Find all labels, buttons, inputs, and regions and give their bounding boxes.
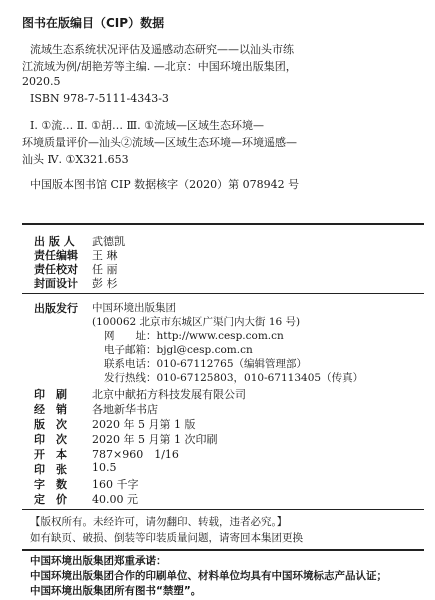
spec-value-sheets: 10.5 — [92, 461, 117, 474]
quality-notice: 如有缺页、破损、倒装等印装质量问题，请寄回本集团更换 — [30, 532, 303, 544]
staff-value-proofreader: 任 丽 — [92, 263, 118, 276]
spec-value-edition: 2020 年 5 月第 1 版 — [92, 418, 196, 431]
divider-staff — [22, 293, 424, 294]
cip-line-1: 流域生态系统状况评估及遥感动态研究——以汕头市练 — [30, 43, 294, 56]
statement-heading: 中国环境出版集团郑重承诺： — [30, 555, 167, 567]
publisher-phone-distribution: 发行热线：010-67125803，010-67113405（传真） — [104, 372, 364, 384]
spec-value-printing: 2020 年 5 月第 1 次印刷 — [92, 433, 218, 446]
publisher-website: 网 址：http://www.cesp.com.cn — [104, 330, 284, 342]
staff-label-publisher: 出 版 人 — [34, 235, 75, 248]
staff-value-publisher: 武德凯 — [92, 235, 125, 248]
cip-line-3: 2020.5 — [22, 75, 61, 88]
divider-top — [22, 223, 424, 225]
spec-label-printer: 印 刷 — [34, 388, 67, 401]
spec-value-printer: 北京中献拓方科技发展有限公司 — [92, 388, 246, 401]
staff-value-cover-design: 彭 杉 — [92, 277, 118, 290]
spec-label-printing: 印 次 — [34, 433, 67, 446]
spec-value-word-count: 160 千字 — [92, 478, 139, 491]
spec-label-price: 定 价 — [34, 493, 67, 506]
publisher-phone-editorial: 联系电话：010-67112765（编辑管理部） — [104, 358, 308, 370]
publisher-email: 电子邮箱：bjgl@cesp.com.cn — [104, 344, 253, 356]
publisher-address: (100062 北京市东城区广渠门内大街 16 号) — [92, 316, 301, 328]
staff-label-proofreader: 责任校对 — [34, 263, 78, 276]
divider-specs — [22, 509, 424, 510]
cip-class-line-1: Ⅰ. ①流… Ⅱ. ①胡… Ⅲ. ①流域—区域生态环境— — [30, 119, 264, 132]
cip-library-line: 中国版本图书馆 CIP 数据核字（2020）第 078942 号 — [30, 178, 300, 191]
statement-line-2: 中国环境出版集团所有图书“禁塑”。 — [30, 585, 202, 597]
cip-class-line-3: 汕头 Ⅳ. ①X321.653 — [22, 153, 129, 166]
spec-value-price: 40.00 元 — [92, 493, 138, 506]
spec-value-format: 787×960 1/16 — [92, 448, 179, 461]
cip-class-line-2: 环境质量评价—汕头②流域—区域生态环境—环境遥感— — [22, 136, 297, 149]
spec-label-edition: 版 次 — [34, 418, 67, 431]
spec-label-word-count: 字 数 — [34, 478, 67, 491]
staff-label-cover-design: 封面设计 — [34, 277, 78, 290]
spec-label-format: 开 本 — [34, 448, 67, 461]
spec-label-distributor: 经 销 — [34, 403, 67, 416]
publisher-name: 中国环境出版集团 — [92, 302, 176, 314]
divider-bottom — [22, 549, 424, 551]
cip-heading: 图书在版编目（CIP）数据 — [22, 16, 165, 30]
staff-label-editor: 责任编辑 — [34, 249, 78, 262]
cip-line-2: 江流域为例/胡艳芳等主编. —北京：中国环境出版集团， — [22, 60, 297, 73]
staff-value-editor: 王 琳 — [92, 249, 118, 262]
spec-label-sheets: 印 张 — [34, 463, 67, 476]
spec-value-distributor: 各地新华书店 — [92, 403, 158, 416]
statement-line-1: 中国环境出版集团合作的印刷单位、材料单位均具有中国环境标志产品认证； — [30, 570, 387, 582]
cip-isbn: ISBN 978-7-5111-4343-3 — [30, 92, 169, 105]
copyright-notice: 【版权所有。未经许可，请勿翻印、转载，违者必究。】 — [30, 516, 288, 528]
publisher-label: 出版发行 — [34, 302, 78, 315]
